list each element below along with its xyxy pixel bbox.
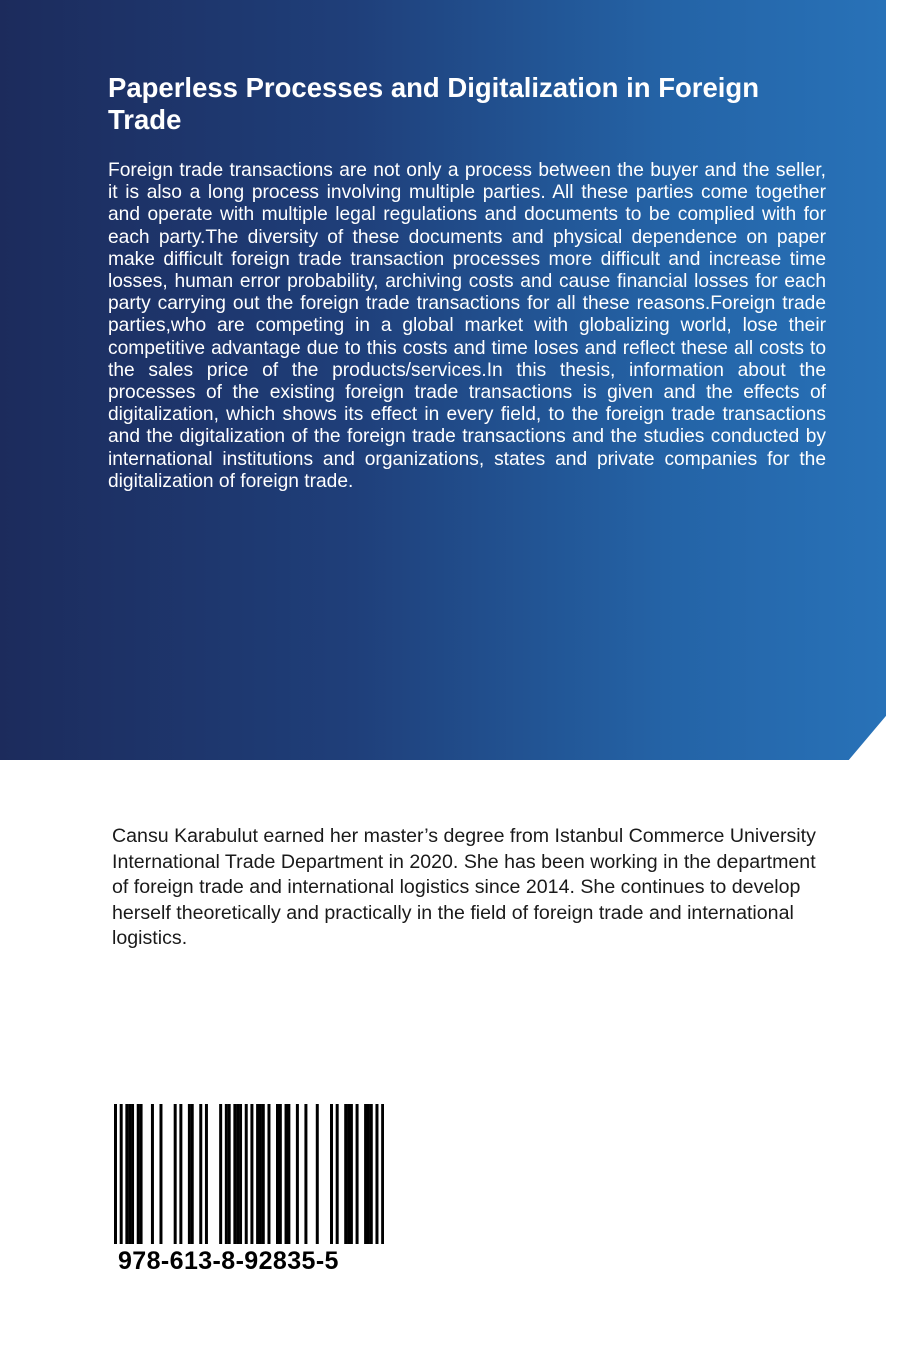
barcode-bar <box>316 1104 319 1244</box>
barcode-bar <box>140 1104 143 1244</box>
barcode-bar <box>228 1104 231 1244</box>
barcode-bar <box>199 1104 202 1244</box>
barcode-bar <box>347 1104 350 1244</box>
barcode-bar <box>296 1104 299 1244</box>
barcode-bar <box>245 1104 248 1244</box>
barcode-bar <box>350 1104 353 1244</box>
barcode-bar <box>336 1104 339 1244</box>
barcode-bar <box>174 1104 177 1244</box>
barcode-bar <box>236 1104 239 1244</box>
isbn-number: 978-613-8-92835-5 <box>118 1247 339 1275</box>
barcode-bar <box>262 1104 265 1244</box>
barcode-bar <box>287 1104 290 1244</box>
barcode-bar <box>131 1104 134 1244</box>
barcode-bar <box>279 1104 282 1244</box>
barcode-bar <box>250 1104 253 1244</box>
barcode-bar <box>344 1104 347 1244</box>
barcode-bar <box>375 1104 378 1244</box>
barcode-bar <box>285 1104 288 1244</box>
barcode-bar <box>225 1104 228 1244</box>
barcode-bar <box>239 1104 242 1244</box>
book-blurb: Foreign trade transactions are not only a process between the buyer and the seller, it is also a long process involving multiple parties. All these parties come together and operate with multiple legal regulations and documents to be complied with for each party.The diversity of these documents and physical dependence on paper make difficult foreign trade transaction processes more difficult and increase time losses, human error probability, archiving costs and cause financial losses for each party carrying out the foreign trade transactions for all these reasons.Foreign trade parties,who are competing in a global market with globalizing world, lose their competitive advantage due to this costs and time loses and reflect these all costs to the sales price of the products/services.In this thesis, information about the processes of the existing foreign trade transactions is given and the effects of digitalization, which shows its effect in every field, to the foreign trade transactions and the digitalization of the foreign trade transactions and the studies conducted by international institutions and organizations, states and private companies for the digitalization of foreign trade. <box>108 160 826 492</box>
barcode-bar <box>367 1104 370 1244</box>
barcode-graphic <box>114 1104 384 1244</box>
barcode-bar <box>205 1104 208 1244</box>
barcode-bar <box>276 1104 279 1244</box>
barcode-bar <box>179 1104 182 1244</box>
barcode-bar <box>114 1104 117 1244</box>
barcode-bar <box>356 1104 359 1244</box>
barcode-bar <box>120 1104 123 1244</box>
isbn-barcode <box>114 1104 384 1244</box>
barcode-bar <box>256 1104 259 1244</box>
author-bio: Cansu Karabulut earned her master’s degree from Istanbul Commerce University International Trade Department in 2020. She has been working in the department of foreign trade and international logistics since 2014. She continues to develop herself theoretically and practically in the field of foreign trade and international logistics. <box>112 825 816 949</box>
barcode-bar <box>151 1104 154 1244</box>
barcode-bar <box>219 1104 222 1244</box>
barcode-bar <box>364 1104 367 1244</box>
barcode-bar <box>125 1104 128 1244</box>
barcode-bar <box>188 1104 191 1244</box>
barcode-bar <box>259 1104 262 1244</box>
barcode-bar <box>370 1104 373 1244</box>
barcode-bar <box>304 1104 307 1244</box>
barcode-bar <box>137 1104 140 1244</box>
barcode-bar <box>233 1104 236 1244</box>
barcode-bar <box>128 1104 131 1244</box>
book-title: Paperless Processes and Digitalization in Foreign Trade <box>108 72 760 135</box>
barcode-bar <box>191 1104 194 1244</box>
barcode-bar <box>381 1104 384 1244</box>
barcode-bar <box>330 1104 333 1244</box>
barcode-bar <box>267 1104 270 1244</box>
barcode-bar <box>159 1104 162 1244</box>
